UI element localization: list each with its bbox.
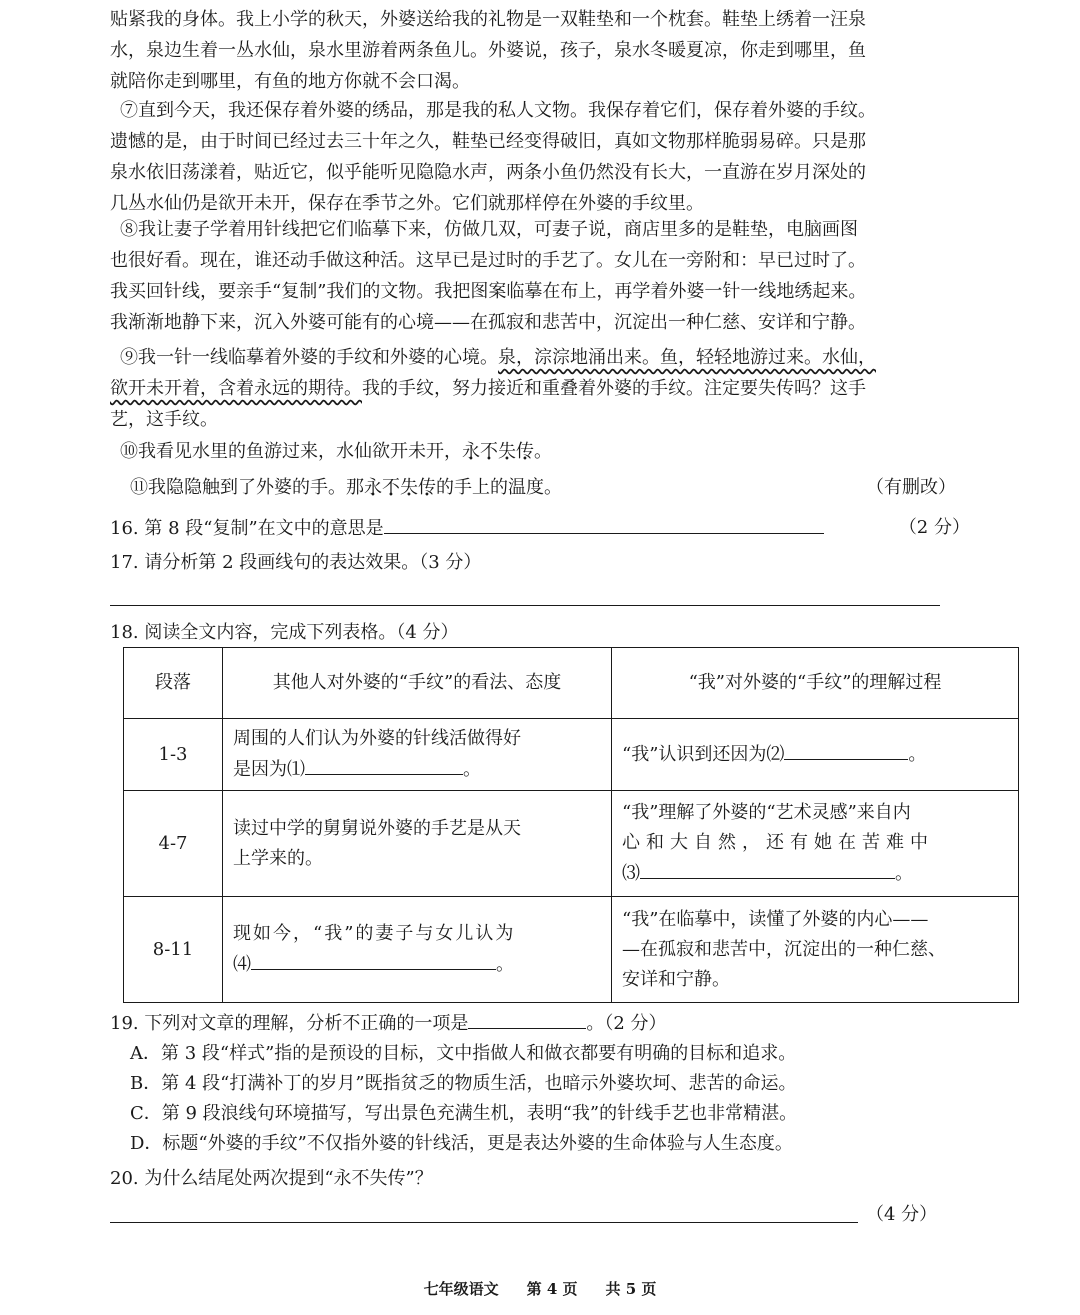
dotted-char: 永	[462, 441, 480, 462]
text-line	[120, 436, 970, 467]
answer-table	[123, 647, 1019, 1003]
cell-text: 读过中学的舅舅说外婆的手艺是从天	[233, 817, 521, 839]
question-20-text: 20. 为什么结尾处两次提到“永不失传”？	[110, 1168, 433, 1189]
cell-text: “我”认识到还因为⑵	[622, 744, 785, 765]
cell-text: 心和大自然，还有她在苦难中	[622, 832, 934, 853]
text-line: ⑧我让妻子学着用针线把它们临摹下来，仿做几双，可妻子说，商店里多的是鞋垫，电脑画图	[120, 219, 858, 240]
others-view-cell	[223, 719, 612, 791]
table-header-cell: 其他人对外婆的“手纹”的看法、态度	[223, 648, 612, 719]
cell-text: 。	[908, 744, 927, 765]
cell-text: ⑶	[622, 863, 640, 884]
text-line: ⑦直到今天，我还保存着外婆的绣品，那是我的私人文物。我保存着它们，保存着外婆的手纹。	[120, 100, 876, 121]
emphasis-dotted-text	[462, 441, 534, 462]
text-line: 我买回针线，要亲手“复制”我们的文物。我把图案临摹在布上，再学着外婆一针一线地绣起来。	[110, 281, 867, 302]
answer-blank-3[interactable]	[640, 858, 895, 879]
answer-blank-4[interactable]	[251, 949, 496, 970]
option-d: D．标题“外婆的手纹”不仅指外婆的针线活，更是表达外婆的生命体验与人生态度。	[130, 1133, 793, 1154]
text-line: 就陪你走到哪里，有鱼的地方你就不会口渴。	[110, 71, 470, 92]
cell-text: 上学来的。	[233, 847, 323, 869]
answer-line-20[interactable]	[110, 1222, 858, 1223]
paragraph-11	[130, 472, 970, 503]
my-understanding-cell	[612, 719, 1019, 791]
p9-rest: 我的手纹，努力接近和重叠着外婆的手纹。注定要失传吗？这手	[362, 378, 866, 399]
score-label: （4 分）	[866, 1204, 938, 1225]
table-header-cell: “我”对外婆的“手纹”的理解过程	[612, 648, 1019, 719]
question-19	[110, 1008, 970, 1039]
option-a: A．第 3 段“样式”指的是预设的目标，文中指做人和做衣都要有明确的目标和追求。	[130, 1043, 797, 1064]
answer-blank-16[interactable]	[384, 513, 824, 534]
my-understanding-cell	[612, 791, 1019, 897]
answer-blank-1[interactable]	[305, 754, 463, 775]
paragraph-10	[120, 436, 970, 467]
paragraph-range-cell: 1-3	[124, 719, 223, 791]
cell-text: —在孤寂和悲苦中，沉淀出的一种仁慈、	[622, 938, 946, 960]
question-17-text: 17. 请分析第 2 段画线句的表达效果。（3 分）	[110, 552, 482, 573]
paragraph-6-tail	[110, 4, 970, 97]
emphasis-dotted-text	[364, 477, 436, 498]
table-row	[124, 897, 1019, 1003]
text-line	[130, 472, 970, 503]
option-c: C．第 9 段浪线句环境描写，写出景色充满生机，表明“我”的针线手艺也非常精湛。	[130, 1103, 798, 1124]
revision-note: （有删改）	[866, 477, 956, 498]
paragraph-range-cell: 8-11	[124, 897, 223, 1003]
p9-start: ⑨我一针一线临摹着外婆的手纹和外婆的心境。	[120, 347, 498, 368]
cell-text: “我”在临摹中，读懂了外婆的内心——	[622, 908, 929, 930]
question-18	[110, 618, 970, 648]
text-line: 艺，这手纹。	[110, 409, 218, 430]
cell-text-line	[233, 754, 601, 785]
table-header-cell: 段落	[124, 648, 223, 719]
text-line: 我渐渐地静下来，沉入外婆可能有的心境——在孤寂和悲苦中，沉淀出一种仁慈、安详和宁静。	[110, 312, 866, 333]
text-line: 泉水依旧荡漾着，贴近它，似乎能听见隐隐水声，两条小鱼仍然没有长大，一直游在岁月深处的	[110, 162, 866, 183]
cell-text-line	[622, 858, 1008, 889]
question-20	[110, 1164, 970, 1194]
p11-after: 的手上的温度。	[436, 477, 562, 498]
paragraph-8	[110, 214, 970, 338]
cell-text: 安详和宁静。	[622, 968, 730, 990]
dotted-char: 传	[516, 441, 534, 462]
footer-subject: 七年级语文	[423, 1280, 499, 1298]
dotted-char: 失	[400, 477, 418, 498]
others-view-cell	[223, 791, 612, 897]
option-b: B．第 4 段“打满补丁的岁月”既指贫乏的物质生活，也暗示外婆坎坷、悲苦的命运。	[130, 1073, 797, 1094]
footer-total: 共 5 页	[605, 1280, 657, 1298]
cell-text: “我”理解了外婆的“艺术灵感”来自内	[622, 802, 911, 823]
answer-line-17[interactable]	[110, 605, 940, 606]
question-16	[110, 513, 970, 544]
cell-text: 是因为⑴	[233, 759, 305, 780]
page-footer	[0, 1278, 1080, 1299]
dotted-char: 不	[382, 477, 400, 498]
question-18-text: 18. 阅读全文内容，完成下列表格。（4 分）	[110, 622, 459, 643]
text-line	[110, 373, 970, 404]
dotted-char: 传	[418, 477, 436, 498]
my-understanding-cell	[612, 897, 1019, 1003]
score-label: （2 分）	[898, 517, 970, 538]
paragraph-7	[110, 95, 970, 219]
cell-text-line	[622, 739, 1008, 770]
question-19-tail: 。（2 分）	[586, 1013, 667, 1034]
question-16-text: 16. 第 8 段“复制”在文中的意思是	[110, 518, 384, 539]
answer-blank-19[interactable]	[468, 1008, 586, 1029]
table-row	[124, 791, 1019, 897]
cell-text: 现如今，“我”的妻子与女儿认为	[233, 923, 516, 944]
text-line: 水，泉边生着一丛水仙，泉水里游着两条鱼儿。外婆说，孩子，泉水冬暖夏凉，你走到哪里，鱼	[110, 40, 866, 61]
text-line: 遗憾的是，由于时间已经过去三十年之久，鞋垫已经变得破旧，真如文物那样脆弱易碎。只是那	[110, 131, 866, 152]
wavy-underlined-sentence: 泉，淙淙地涌出来。鱼，轻轻地游过来。水仙，	[498, 347, 876, 368]
table-header-row	[124, 648, 1019, 719]
text-line: 也很好看。现在，谁还动手做这种活。这早已是过时的手艺了。女儿在一旁附和：早已过时了。	[110, 250, 866, 271]
p11-before: ⑪我隐隐触到了外婆的手。那	[130, 477, 364, 498]
cell-text: 。	[496, 954, 514, 975]
others-view-cell	[223, 897, 612, 1003]
table-row	[124, 719, 1019, 791]
dotted-char: 永	[364, 477, 382, 498]
p10-before: ⑩我看见水里的鱼游过来，水仙欲开未开，	[120, 441, 462, 462]
dotted-char: 失	[498, 441, 516, 462]
cell-text: ⑷	[233, 954, 251, 975]
question-17	[110, 548, 970, 578]
paragraph-range-cell: 4-7	[124, 791, 223, 897]
text-line: 贴紧我的身体。我上小学的秋天，外婆送给我的礼物是一双鞋垫和一个枕套。鞋垫上绣着一汪泉	[110, 9, 866, 30]
cell-text-line	[233, 949, 601, 980]
text-line	[120, 342, 970, 373]
cell-text: 。	[463, 759, 481, 780]
footer-page: 第 4 页	[526, 1280, 578, 1298]
cell-text: 。	[895, 863, 913, 884]
text-line: 几丛水仙仍是欲开未开，保存在季节之外。它们就那样停在外婆的手纹里。	[110, 193, 704, 214]
question-19-text: 19. 下列对文章的理解，分析不正确的一项是	[110, 1013, 469, 1034]
p10-after: 。	[534, 441, 552, 462]
answer-blank-2[interactable]	[784, 739, 908, 760]
cell-text: 周围的人们认为外婆的针线活做得好	[233, 728, 521, 749]
dotted-char: 不	[480, 441, 498, 462]
wavy-underlined-sentence: 欲开未开着，含着永远的期待。	[110, 378, 362, 399]
paragraph-9	[110, 342, 970, 435]
